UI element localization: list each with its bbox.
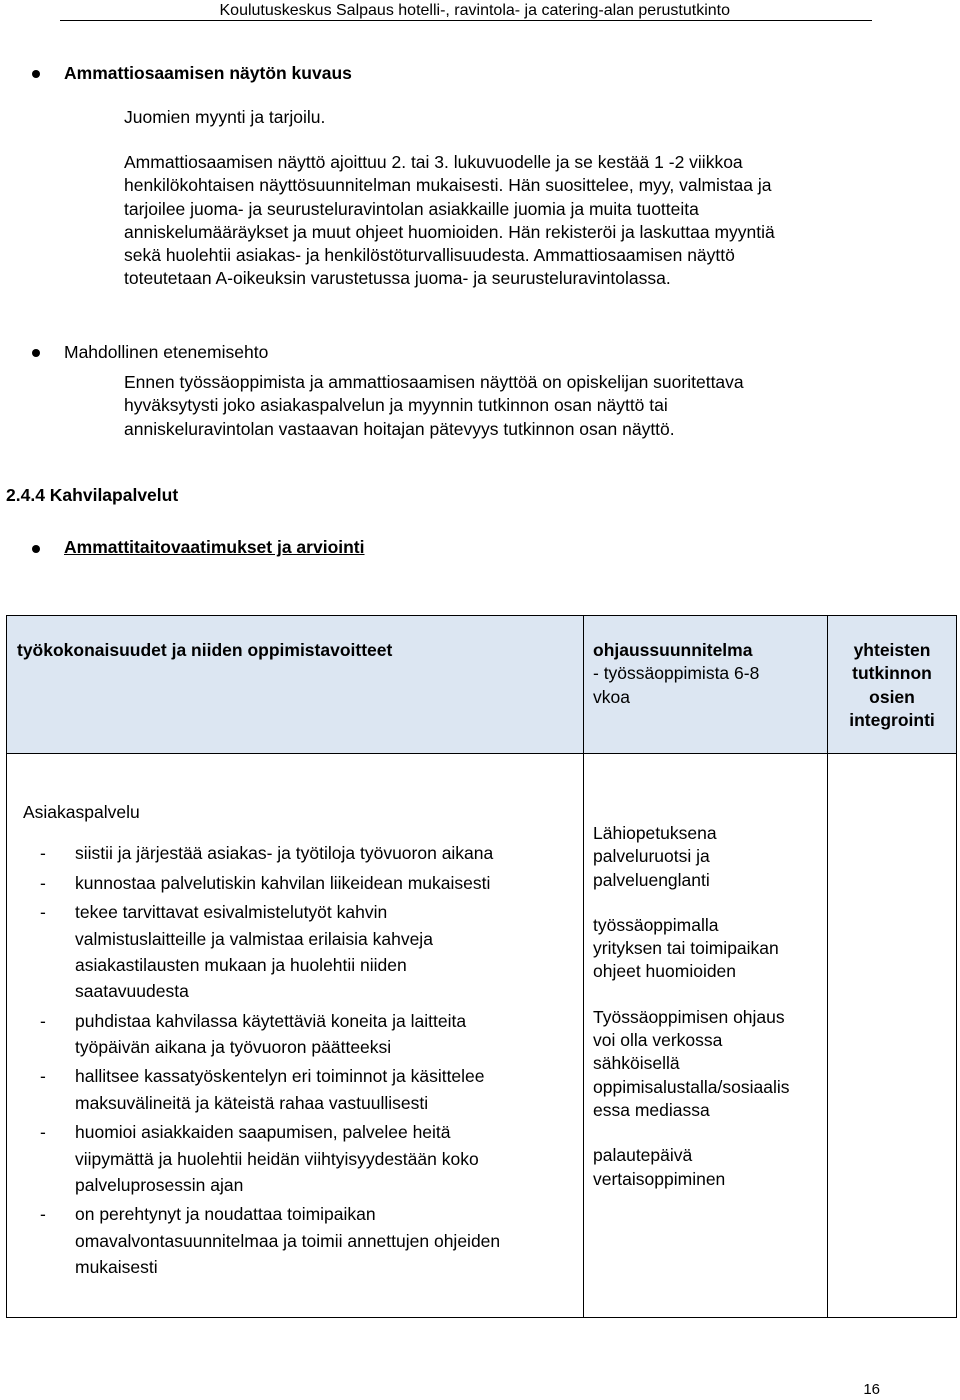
text-line: anniskelumääräykset ja muut ohjeet huomioiden. Hän rekisteröi ja laskuttaa myyntiä (124, 221, 775, 242)
list-item-line: työpäivän aikana ja työvuoron päätteeksi (75, 1036, 392, 1057)
text-line: toteutetaan A-oikeuksin varustetussa juoma- ja seurusteluravintolassa. (124, 268, 671, 289)
list-item-line: viipymättä ja huolehtii heidän viihtyisyydestään koko (75, 1148, 479, 1169)
guidance-line: oppimisalustalla/sosiaalis (593, 1076, 790, 1097)
dash-marker: - (40, 843, 46, 864)
subsection-title: 2.4.4 Kahvilapalvelut (6, 485, 179, 505)
header-line: - työssäoppimista 6-8 (593, 663, 760, 684)
list-item (23, 840, 583, 866)
guidance-line: palautepäivä (593, 1145, 693, 1166)
guidance-line: Lähiopetuksena (593, 823, 717, 843)
demonstration-topic: Juomien myynti ja tarjoilu. (124, 107, 326, 127)
dash-marker: - (40, 1204, 46, 1225)
text-line: henkilökohtaisen näyttösuunnitelman mukaisesti. Hän suosittelee, myy, valmistaa ja (124, 175, 772, 196)
list-item-line: hallitsee kassatyöskentelyn eri toiminnot ja käsittelee (75, 1066, 485, 1087)
list-item-line: maksuvälineitä ja käteistä rahaa vastuullisesti (75, 1092, 429, 1113)
dash-marker: - (40, 1010, 46, 1031)
demonstration-description (124, 151, 904, 291)
section-heading-demonstration: Ammattiosaamisen näytön kuvaus (64, 63, 352, 83)
guidance-line: palveluenglanti (593, 869, 710, 890)
list-item (23, 1063, 583, 1116)
list-item-line: huomioi asiakkaiden saapumisen, palvelee heitä (75, 1122, 451, 1143)
guidance-item (593, 914, 827, 984)
list-item-line: siistii ja järjestää asiakas- ja työtiloja työvuoron aikana (75, 843, 494, 864)
list-item-line: kunnostaa palvelutiskin kahvilan liikeidean mukaisesti (75, 872, 491, 893)
guidance-list (584, 754, 827, 1191)
header-line: tutkinnon (852, 663, 932, 684)
header-line: integrointi (849, 709, 935, 730)
header-rule (60, 20, 872, 21)
guidance-item (593, 1144, 827, 1191)
dash-marker: - (40, 872, 46, 893)
header-cell-integration (828, 616, 957, 754)
page-number: 16 (863, 1381, 880, 1398)
list-item-line: asiakastilausten mukaan ja huolehtii niiden (75, 954, 407, 975)
document-title: Koulutuskeskus Salpaus hotelli-, ravintola- ja catering-alan perustutkinto (219, 2, 730, 19)
cell-guidance (584, 754, 828, 1318)
header-line: vkoa (593, 686, 630, 707)
text-line: hyväksytysti joko asiakaspalvelun ja myynnin tutkinnon osan näyttö tai (124, 395, 668, 416)
list-item-line: puhdistaa kahvilassa käytettäviä koneita ja laitteita (75, 1010, 467, 1031)
text-line: Ennen työssäoppimista ja ammattiosaamisen näyttöä on opiskelijan suoritettava (124, 372, 744, 392)
list-item-line: mukaisesti (75, 1256, 158, 1277)
progress-condition-text (124, 371, 904, 441)
table-header-row (7, 616, 957, 754)
header-integration-label (828, 616, 956, 732)
requirement-list (23, 840, 583, 1280)
header-line: osien (869, 686, 915, 707)
list-item-line: saatavuudesta (75, 981, 189, 1002)
header-cell-goals (7, 616, 584, 754)
cell-customer-service (7, 754, 584, 1318)
cell-integration (828, 754, 957, 1318)
guidance-item (593, 822, 827, 892)
guidance-line: voi olla verkossa (593, 1030, 723, 1051)
bullet-icon (32, 70, 40, 78)
requirements-table (6, 615, 957, 1318)
header-line: ohjaussuunnitelma (593, 640, 753, 660)
table-row (7, 754, 957, 1318)
list-item (23, 870, 583, 896)
list-item-line: omavalvontasuunnitelmaa ja toimii annettujen ohjeiden (75, 1230, 501, 1251)
list-item-line: palveluprosessin ajan (75, 1174, 244, 1195)
running-header (0, 0, 960, 22)
text-line: sekä huolehtii asiakas- ja henkilöstöturvallisuudesta. Ammattiosaamisen näyttö (124, 245, 735, 266)
list-item (23, 1119, 583, 1198)
list-item (23, 1201, 583, 1280)
guidance-line: Työssäoppimisen ohjaus (593, 1006, 785, 1027)
section-heading-requirements: Ammattitaitovaatimukset ja arviointi (64, 537, 365, 557)
bullet-icon (32, 545, 40, 553)
list-item (23, 899, 583, 1004)
list-item-line: tekee tarvittavat esivalmistelutyöt kahvin (75, 902, 388, 923)
text-line: anniskeluravintolan vastaavan hoitajan pätevyys tutkinnon osan näyttö. (124, 418, 675, 439)
dash-marker: - (40, 1066, 46, 1087)
guidance-line: ohjeet huomioiden (593, 961, 737, 982)
section-heading-progress-condition: Mahdollinen etenemisehto (64, 342, 269, 362)
guidance-line: essa mediassa (593, 1099, 710, 1120)
text-line: Ammattiosaamisen näyttö ajoittuu 2. tai 3. lukuvuodelle ja se kestää 1 -2 viikkoa (124, 152, 743, 172)
guidance-line: vertaisoppiminen (593, 1168, 726, 1189)
list-item-line: valmistuslaitteille ja valmistaa erilaisia kahveja (75, 928, 433, 949)
guidance-line: yrityksen tai toimipaikan (593, 938, 779, 959)
guidance-line: työssäoppimalla (593, 914, 719, 935)
guidance-line: sähköisellä (593, 1053, 680, 1074)
header-cell-guidance (584, 616, 828, 754)
header-line: yhteisten (853, 640, 931, 660)
dash-marker: - (40, 902, 46, 923)
guidance-item (593, 1006, 827, 1122)
bullet-icon (32, 349, 40, 357)
header-goals-label: työkokonaisuudet ja niiden oppimistavoitteet (17, 640, 393, 660)
text-line: tarjoilee juoma- ja seurusteluravintolan asiakkaille juomia ja muita tuotteita (124, 198, 699, 219)
dash-marker: - (40, 1122, 46, 1143)
header-guidance-label (584, 616, 827, 709)
list-item (23, 1008, 583, 1061)
guidance-line: palveluruotsi ja (593, 846, 710, 867)
row-title: Asiakaspalvelu (23, 802, 140, 822)
list-item-line: on perehtynyt ja noudattaa toimipaikan (75, 1204, 376, 1225)
